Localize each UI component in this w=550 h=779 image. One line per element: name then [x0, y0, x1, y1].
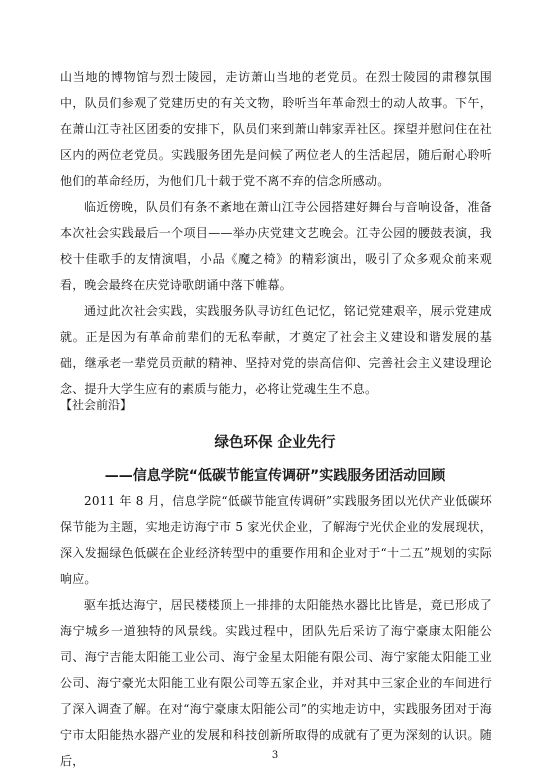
- article-subtitle: ——信息学院“低碳节能宣传调研”实践服务团活动回顾: [104, 468, 446, 484]
- body-paragraph: 驱车抵达海宁，居民楼楼顶上一排排的太阳能热水器比比皆是，竟已形成了海宁城乡一道独特的风景线。实践过程中，团队先后采访了海宁豪康太阳能公司、海宁吉能太阳能工业公司、海宁金星太阳能有限公司、海宁家能太阳能工业公司、海宁豪光太阳能工业有限公司等五家企业，并对其中三家企业的车间进行了深入调查了解。在对“海宁豪康太阳能公司”的实地走访中，实践服务团对于海宁市太阳能热水器产业的发展和科技创新所取得的成就有了更为深刻的认识。随后，: [60, 598, 492, 768]
- page-number: 3: [271, 750, 279, 761]
- body-paragraph: 2011 年 8 月，信息学院“低碳节能宣传调研”实践服务团以光伏产业低碳环保节能为主题，实地走访海宁市 5 家光伏企业，了解海宁光伏企业的发展现状，深入发掘绿色低碳在企业经济转型中的重要作用和企业对于“十二五”规划的实际响应。: [60, 494, 492, 586]
- section-tag: 【社会前沿】: [60, 398, 133, 412]
- body-paragraph: 临近傍晚，队员们有条不紊地在萧山江寺公园搭建好舞台与音响设备，准备本次社会实践最后一个项目——举办庆党建文艺晚会。江寺公园的腰鼓表演，我校十佳歌手的友情演唱，小品《魔之椅》的精彩演出，吸引了众多观众前来观看，晚会最终在庆党诗歌朗诵中落下帷幕。: [60, 200, 492, 292]
- article-title: 绿色环保 企业先行: [214, 435, 336, 451]
- body-paragraph: 山当地的博物馆与烈士陵园，走访萧山当地的老党员。在烈士陵园的肃穆氛围中，队员们参观了党建历史的有关文物，聆听当年革命烈士的动人故事。下午，在萧山江寺社区团委的安排下，队员们来到萧山韩家弄社区。探望并慰问住在社区内的两位老党员。实践服务团先是问候了两位老人的生活起居，随后耐心聆听他们的革命经历，为他们几十载于党不离不弃的信念所感动。: [60, 70, 492, 188]
- body-paragraph: 通过此次社会实践，实践服务队寻访红色记忆，铭记党建艰辛，展示党建成就。正是因为有革命前辈们的无私奉献，才奠定了社会主义建设和谐发展的基础，继承老一辈党员贡献的精神、坚持对党的崇高信仰、完善社会主义建设理论念、提升大学生应有的素质与能力，必将让党魂生生不息。: [60, 304, 492, 396]
